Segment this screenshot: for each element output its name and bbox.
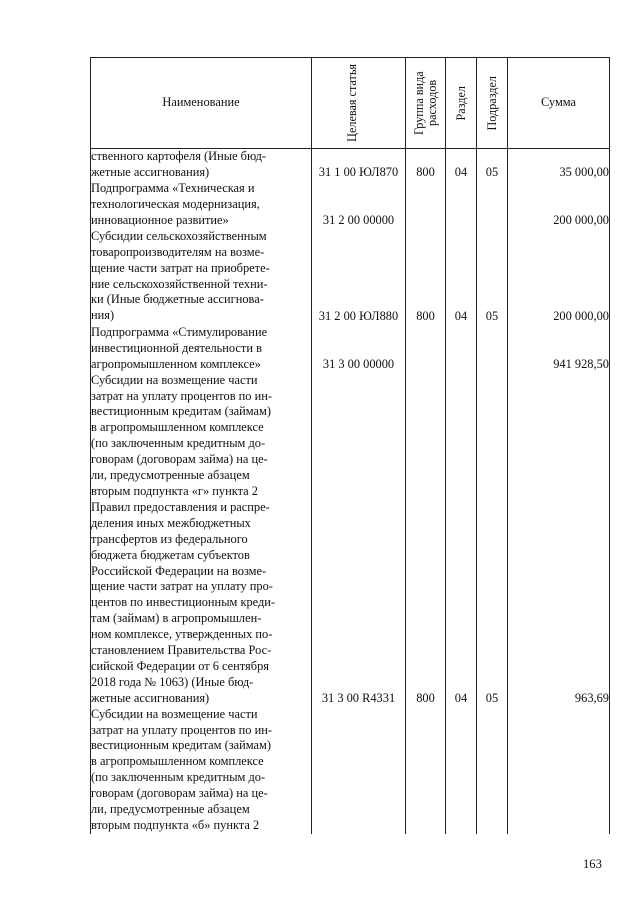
row-subsection-cell (477, 325, 508, 373)
row-name-cell: Субсидии на возмещение части затрат на уплату процентов по ин- вестиционным кредитам (займам) в агропромышленном комплексе (по заключенным кредитным до- говорам (договорам займа) на це- ли, предусмотренные абзацем вторым подпункта «б» пункта 2 (91, 707, 312, 834)
row-section-cell: 04 (446, 373, 477, 707)
row-section-cell: 04 (446, 149, 477, 181)
row-group-cell: 800 (406, 373, 446, 707)
row-target-cell: 31 3 00 R4331 (312, 373, 406, 707)
row-subsection-cell: 05 (477, 373, 508, 707)
row-group-cell: 800 (406, 229, 446, 325)
row-name-cell: Субсидии сельскохозяйственным товаропроизводителям на возме- щение части затрат на приобрете- ние сельскохозяйственной техни- ки (Иные бюджетные ассигнова- ния) (91, 229, 312, 325)
table-row (91, 149, 610, 181)
row-target-cell: 31 1 00 ЮЛ870 (312, 149, 406, 181)
row-section-cell (446, 325, 477, 373)
row-target-cell: 31 3 00 00000 (312, 325, 406, 373)
table-row (91, 181, 610, 229)
row-name-cell: Подпрограмма «Стимулирование инвестиционной деятельности в агропромышленном комплексе» (91, 325, 312, 373)
row-target-cell: 31 2 00 ЮЛ880 (312, 229, 406, 325)
row-sum-cell: 200 000,00 (508, 229, 610, 325)
row-name-cell: Подпрограмма «Техническая и технологическая модернизация, инновационное развитие» (91, 181, 312, 229)
row-section-cell: 04 (446, 229, 477, 325)
row-group-cell: 800 (406, 149, 446, 181)
header-group: Группа вида расходов (406, 58, 446, 149)
row-subsection-cell (477, 181, 508, 229)
row-sum-cell: 963,69 (508, 373, 610, 707)
row-sum-cell: 35 000,00 (508, 149, 610, 181)
header-subsection: Подраздел (477, 58, 508, 149)
row-group-cell (406, 325, 446, 373)
table-row (91, 325, 610, 373)
budget-table (90, 57, 610, 834)
header-sum: Сумма (508, 58, 610, 149)
header-section: Раздел (446, 58, 477, 149)
header-name: Наименование (91, 58, 312, 149)
row-sum-cell: 200 000,00 (508, 181, 610, 229)
table-row (91, 707, 610, 834)
table-header-row (91, 58, 610, 149)
row-name-cell: ственного картофеля (Иные бюд- жетные ассигнования) (91, 149, 312, 181)
row-section-cell (446, 707, 477, 834)
row-group-cell (406, 181, 446, 229)
header-target: Целевая статья (312, 58, 406, 149)
row-subsection-cell: 05 (477, 229, 508, 325)
row-target-cell: 31 2 00 00000 (312, 181, 406, 229)
table-row (91, 373, 610, 707)
row-subsection-cell (477, 707, 508, 834)
row-sum-cell: 941 928,50 (508, 325, 610, 373)
row-group-cell (406, 707, 446, 834)
row-sum-cell (508, 707, 610, 834)
page-number: 163 (583, 857, 602, 871)
row-target-cell (312, 707, 406, 834)
row-subsection-cell: 05 (477, 149, 508, 181)
row-name-cell: Субсидии на возмещение части затрат на уплату процентов по ин- вестиционным кредитам (займам) в агропромышленном комплексе (по заключенным кредитным до- говорам (договорам займа) на це- ли, предусмотренные абзацем вторым подпункта «г» пункта 2 Правил предоставления и распре- деления иных межбюджетных трансфертов из федерального бюджета бюджетам субъектов Российской Федерации на возме- щение части затрат на уплату про- центов по инвестиционным креди- там (займам) в агропромышлен- ном комплексе, утвержденных по- становлением Правительства Рос- сийской Федерации от 6 сентября 2018 года № 1063) (Иные бюд- жетные ассигнования) (91, 373, 312, 707)
table-row (91, 229, 610, 325)
row-section-cell (446, 181, 477, 229)
